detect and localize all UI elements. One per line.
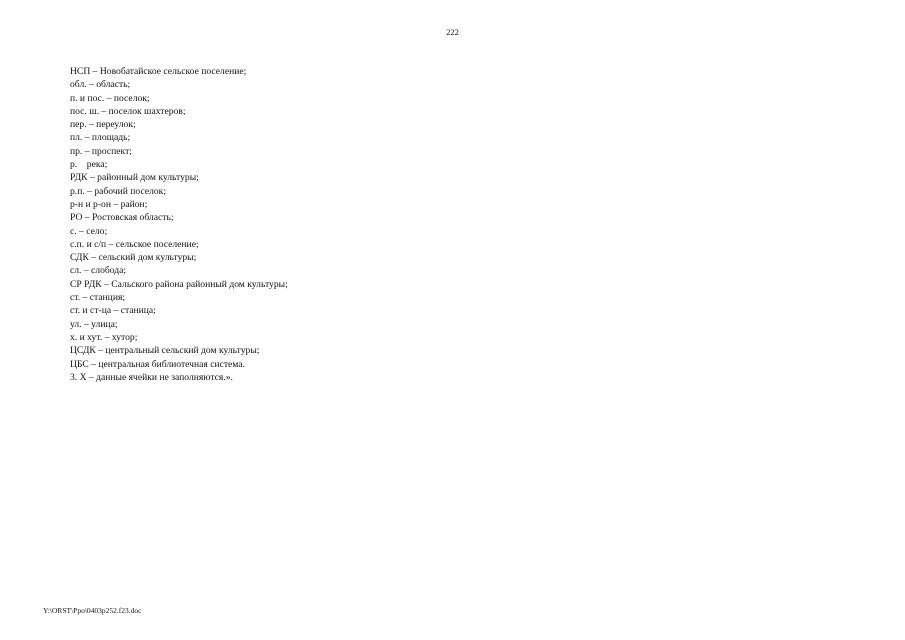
list-item: ЦСДК – центральный сельский дом культуры;: [70, 345, 260, 357]
abbreviation-list: [70, 65, 288, 384]
list-item: пр. – проспект;: [70, 145, 132, 157]
list-item: обл. – область;: [70, 79, 131, 91]
list-item: ЦБС – центральная библиотечная система.: [70, 358, 245, 370]
list-item: СДК – сельский дом культуры;: [70, 252, 197, 264]
list-item: с.п. и с/п – сельское поселение;: [70, 238, 199, 250]
list-item: РДК – районный дом культуры;: [70, 172, 199, 184]
list-item: с. – село;: [70, 225, 108, 237]
page-number: 222: [446, 27, 459, 37]
list-item: ул. – улица;: [70, 318, 118, 330]
list-item: п. и пос. – поселок;: [70, 92, 150, 104]
list-item: сл. – слобода;: [70, 265, 127, 277]
list-item: НСП – Новобатайское сельское поселение;: [70, 66, 247, 77]
list-item: пер. – переулок;: [70, 119, 136, 131]
list-item: ст. и ст-ца – станица;: [70, 305, 156, 317]
list-item: пос. ш. – поселок шахтеров;: [70, 105, 186, 117]
list-item: ст. – станция;: [70, 292, 126, 304]
list-item: р.п. – рабочий поселок;: [70, 185, 167, 197]
list-item: х. и хут. – хутор;: [70, 331, 138, 343]
list-item: р-н и р-он – район;: [70, 198, 148, 210]
list-item: р. река;: [70, 159, 108, 171]
footer-file-path: Y:\ORST\Ppo\0403p252.f23.doc: [43, 606, 142, 615]
list-item: РО – Ростовская область;: [70, 212, 174, 224]
list-item: 3. Х – данные ячейки не заполняются.».: [70, 371, 233, 383]
list-item: пл. – площадь;: [70, 132, 131, 144]
list-item: СР РДК – Сальского района районный дом культуры;: [70, 278, 288, 290]
